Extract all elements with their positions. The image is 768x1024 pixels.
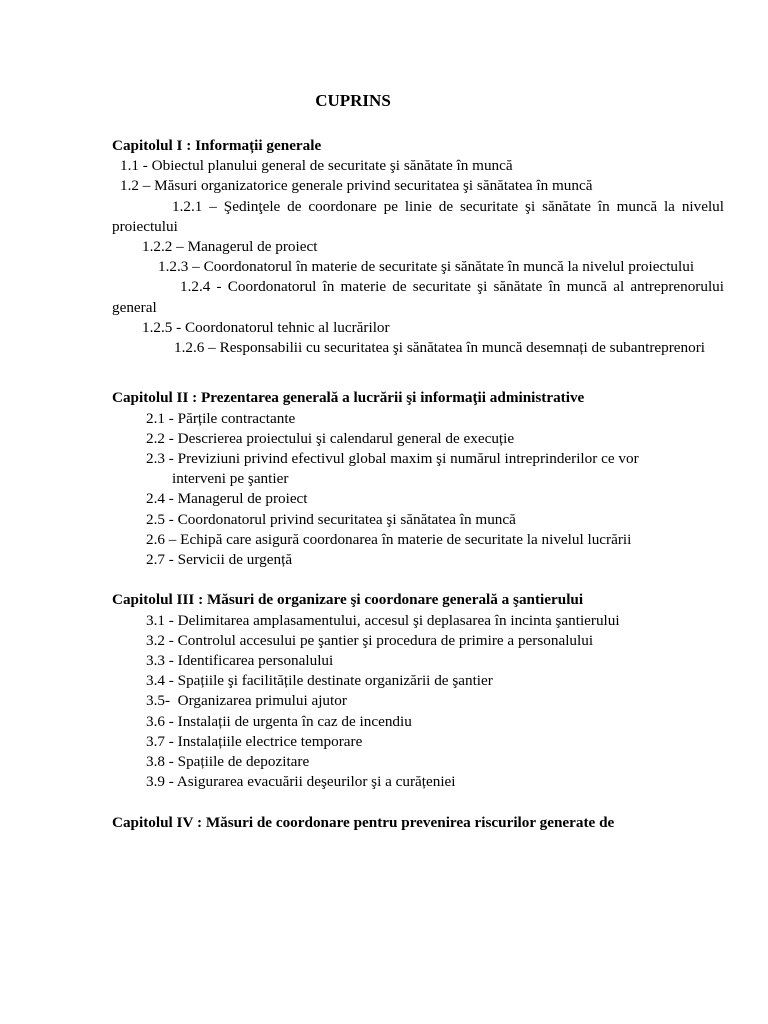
chapter-2-heading: Capitolul II : Prezentarea generală a lucrării şi informaţii administrative: [112, 389, 585, 407]
toc-entry-1-2-1: 1.2.1 – Şedinţele de coordonare pe linie de securitate şi sănătate în muncă la nivelul proiectului: [112, 197, 724, 235]
chapter-3-heading: Capitolul III : Măsuri de organizare şi coordonare generală a şantierului: [112, 591, 584, 609]
toc-entry-1-2-6: 1.2.6 – Responsabilii cu securitatea şi sănătatea în muncă desemnați de subantreprenori: [174, 339, 705, 357]
spacer: [112, 570, 724, 590]
toc-entry-3-1: 3.1 - Delimitarea amplasamentului, accesul şi deplasarea în incinta şantierului: [146, 611, 620, 629]
toc-entry-2-3-continued: interveni pe şantier: [172, 470, 289, 488]
toc-entry-3-5: 3.5- Organizarea primului ajutor: [146, 692, 347, 710]
spacer: [112, 792, 724, 812]
toc-entry-1-1: 1.1 - Obiectul planului general de securitate şi sănătate în muncă: [120, 157, 513, 175]
document-title: CUPRINS: [315, 91, 391, 110]
toc-entry-3-7: 3.7 - Instalațiile electrice temporare: [146, 732, 363, 750]
toc-entry-1-2-3: 1.2.3 – Coordonatorul în materie de securitate şi sănătate în muncă la nivelul proiectului: [158, 258, 695, 276]
toc-entry-3-4: 3.4 - Spațiile şi facilitățile destinate organizării de şantier: [146, 672, 493, 690]
toc-entry-3-9: 3.9 - Asigurarea evacuării deşeurilor şi a curățeniei: [146, 773, 456, 791]
toc-entry-1-2-5: 1.2.5 - Coordonatorul tehnic al lucrărilor: [142, 318, 390, 336]
spacer: [112, 378, 724, 388]
toc-entry-2-2: 2.2 - Descrierea proiectului şi calendarul general de execuție: [146, 429, 515, 447]
toc-entry-1-2-2: 1.2.2 – Managerul de proiect: [142, 238, 318, 256]
chapter-4-heading: Capitolul IV : Măsuri de coordonare pentru prevenirea riscurilor generate de: [112, 813, 615, 831]
toc-entry-1-2-4: 1.2.4 - Coordonatorul în materie de securitate şi sănătate în muncă al antreprenorului general: [112, 278, 724, 316]
chapter-1-heading: Capitolul I : Informații generale: [112, 137, 322, 154]
toc-entry-3-3: 3.3 - Identificarea personalului: [146, 652, 334, 670]
toc-entry-3-6: 3.6 - Instalații de urgenta în caz de incendiu: [146, 712, 412, 730]
toc-entry-2-6: 2.6 – Echipă care asigură coordonarea în materie de securitate la nivelul lucrării: [146, 530, 632, 548]
table-of-contents: [112, 136, 724, 833]
toc-entry-2-7: 2.7 - Servicii de urgență: [146, 551, 293, 569]
toc-entry-3-8: 3.8 - Spațiile de depozitare: [146, 753, 310, 771]
toc-entry-2-4: 2.4 - Managerul de proiect: [146, 490, 308, 508]
toc-entry-3-2: 3.2 - Controlul accesului pe şantier şi procedura de primire a personalului: [146, 631, 594, 649]
toc-entry-2-1: 2.1 - Părțile contractante: [146, 409, 296, 427]
spacer: [112, 358, 724, 378]
toc-entry-2-3: 2.3 - Previziuni privind efectivul global maxim şi numărul intreprinderilor ce vor: [146, 450, 639, 468]
toc-entry-1-2: 1.2 – Măsuri organizatorice generale privind securitatea şi sănătatea în muncă: [120, 177, 593, 195]
toc-entry-2-5: 2.5 - Coordonatorul privind securitatea şi sănătatea în muncă: [146, 510, 516, 528]
